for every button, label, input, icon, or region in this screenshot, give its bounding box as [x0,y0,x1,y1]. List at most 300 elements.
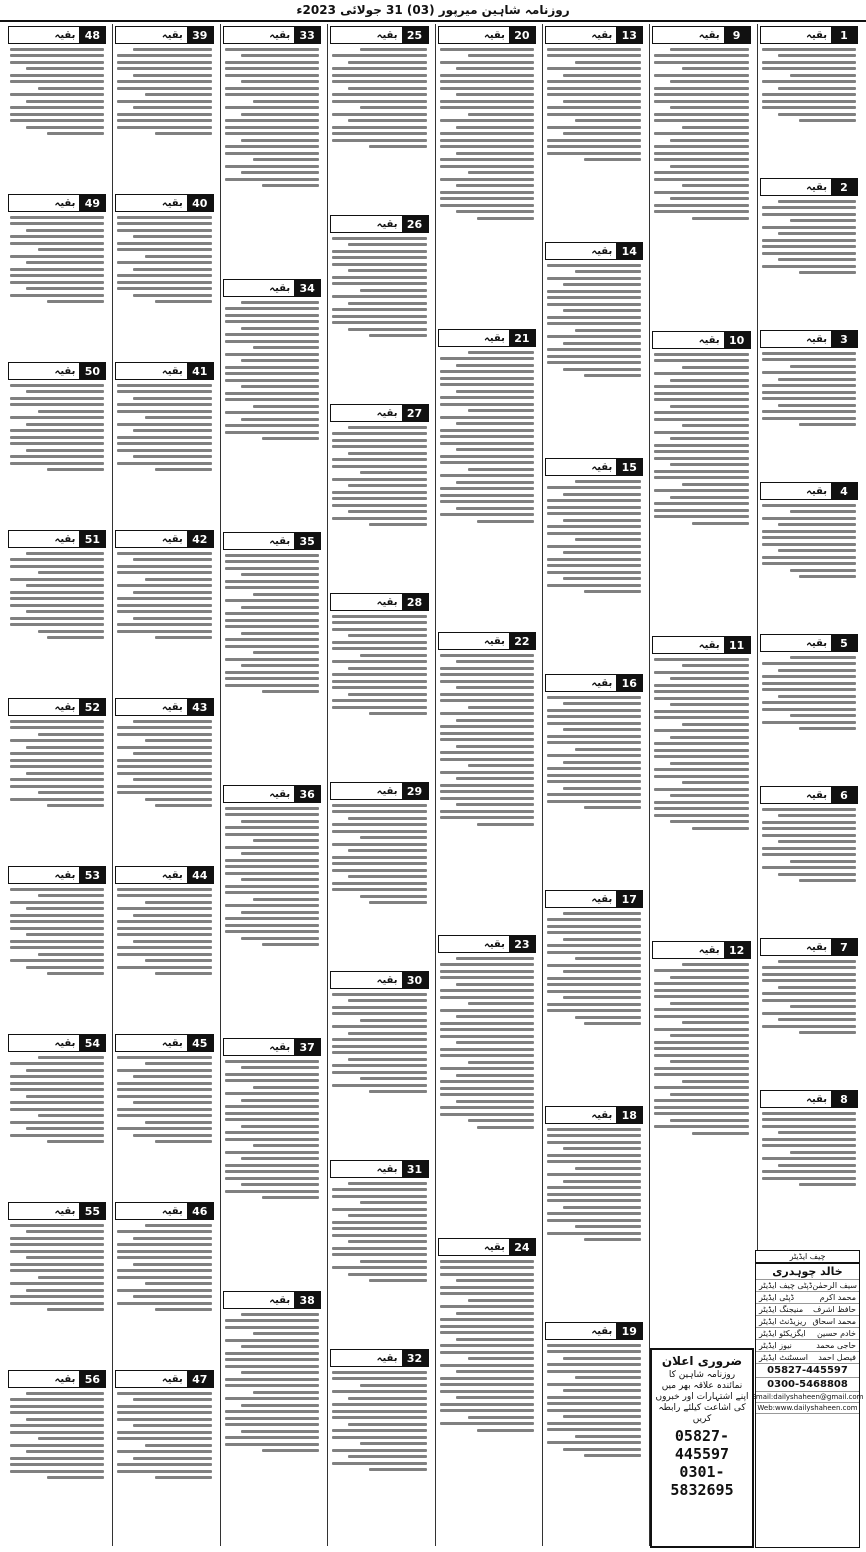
story-block [545,240,643,450]
story-text [115,720,213,808]
staff-name: حافظ اشرف [813,1305,856,1314]
story-label: بقیہ [483,332,505,344]
story-label: بقیہ [54,533,76,545]
staff-chief-label: چیف ایڈیٹر [789,1252,826,1261]
story-label: بقیہ [269,29,291,41]
story-number: 1 [831,27,857,43]
staff-name: محمد اکرم [819,1293,856,1302]
story-header [760,938,858,956]
story-number: 8 [831,1091,857,1107]
story-header [438,935,536,953]
story-label: بقیہ [591,893,613,905]
story-block [223,530,321,777]
story-label: بقیہ [376,974,398,986]
story-text [760,960,858,1035]
story-header [8,1202,106,1220]
story-text [330,993,428,1094]
story-label: بقیہ [54,1373,76,1385]
story-text [223,554,321,694]
story-block [330,1347,428,1530]
story-text [330,1182,428,1283]
story-header [223,532,321,550]
story-block [330,1158,428,1341]
story-number: 19 [616,1323,642,1339]
story-text [8,1056,106,1144]
story-number: 46 [187,1203,213,1219]
story-label: بقیہ [591,1325,613,1337]
story-label: بقیہ [806,485,827,497]
story-number: 37 [294,1039,320,1055]
story-header [438,1238,536,1256]
story-block [545,24,643,234]
story-header [652,331,750,349]
story-text [8,48,106,136]
story-number: 53 [79,867,105,883]
column-8 [6,24,108,1546]
story-number: 14 [616,243,642,259]
story-block [8,864,106,1026]
column-7 [112,24,215,1546]
story-text [545,696,643,810]
story-text [760,808,858,883]
story-number: 25 [402,27,428,43]
staff-email[interactable]: Email:dailyshaheen@gmail.com [751,1393,864,1401]
story-block [760,936,858,1082]
story-label: بقیہ [376,1163,398,1175]
story-text [330,426,428,527]
staff-phone-2: 0300-5468808 [767,1379,848,1390]
story-number: 42 [187,531,213,547]
story-label: بقیہ [806,1093,827,1105]
story-number: 20 [509,27,535,43]
story-header [545,1322,643,1340]
story-text [330,237,428,338]
story-label: بقیہ [483,938,505,950]
staff-role: ریزیڈنٹ ایڈیٹر [759,1317,807,1326]
story-text [8,1392,106,1480]
story-block [545,888,643,1098]
story-number: 31 [402,1161,428,1177]
story-block [330,780,428,963]
story-block [223,783,321,1030]
story-header [438,632,536,650]
story-header [115,530,213,548]
story-text [545,1128,643,1242]
story-text [8,552,106,640]
story-header [115,1202,213,1220]
staff-website[interactable]: Web:www.dailyshaheen.com [757,1404,858,1412]
story-number: 26 [402,216,428,232]
story-number: 30 [402,972,428,988]
story-text [438,1260,536,1432]
column-6 [220,24,323,1546]
story-number: 17 [616,891,642,907]
story-block [8,1200,106,1362]
story-label: بقیہ [376,596,398,608]
story-label: بقیہ [54,365,76,377]
story-block [223,24,321,271]
story-label: بقیہ [698,944,720,956]
story-label: بقیہ [806,333,827,345]
story-header [330,782,428,800]
story-block [330,24,428,207]
notice-title: ضروری اعلان [661,1354,743,1368]
story-number: 39 [187,27,213,43]
story-text [760,48,858,123]
story-text [438,351,536,523]
story-header [8,362,106,380]
story-number: 23 [509,936,535,952]
story-header [545,242,643,260]
story-label: بقیہ [269,1041,291,1053]
story-header [652,941,750,959]
story-header [223,26,321,44]
story-label: بقیہ [269,788,291,800]
story-header [223,785,321,803]
story-block [760,480,858,626]
story-header [330,215,428,233]
story-label: بقیہ [161,1037,183,1049]
story-header [760,482,858,500]
story-number: 45 [187,1035,213,1051]
story-number: 5 [831,635,857,651]
story-text [115,888,213,976]
story-text [652,658,750,830]
story-block [223,1289,321,1536]
story-label: بقیہ [591,29,613,41]
important-notice-box [650,1348,754,1548]
story-header [438,329,536,347]
story-header [330,1349,428,1367]
story-text [115,1056,213,1144]
story-text [652,48,750,220]
story-text [330,615,428,716]
story-header [438,26,536,44]
story-label: بقیہ [161,365,183,377]
story-block [545,1104,643,1314]
story-text [545,264,643,378]
story-label: بقیہ [269,282,291,294]
staff-name: فیصل احمد [818,1353,856,1362]
story-label: بقیہ [161,701,183,713]
story-block [438,24,536,321]
story-header [8,698,106,716]
story-label: بقیہ [806,637,827,649]
story-label: بقیہ [376,1352,398,1364]
story-block [115,1200,213,1362]
story-header [8,530,106,548]
story-text [760,352,858,427]
story-header [545,458,643,476]
column-5 [327,24,430,1546]
story-block [545,1320,643,1530]
story-label: بقیہ [591,1109,613,1121]
story-header [223,1291,321,1309]
staff-role: اسسٹنٹ ایڈیٹر [759,1353,808,1362]
story-header [8,1034,106,1052]
story-text [760,1112,858,1187]
story-text [652,963,750,1135]
story-number: 7 [831,939,857,955]
staff-role: منیجنگ ایڈیٹر [759,1305,804,1314]
story-label: بقیہ [591,461,613,473]
staff-name: حاجی محمد [816,1341,856,1350]
story-block [652,634,750,933]
story-header [760,634,858,652]
story-text [115,1224,213,1312]
story-header [330,404,428,422]
story-block [438,630,536,927]
story-label: بقیہ [54,29,76,41]
story-block [760,24,858,170]
story-text [223,48,321,188]
story-block [8,696,106,858]
column-3 [542,24,645,1546]
story-label: بقیہ [591,677,613,689]
story-text [8,720,106,808]
story-label: بقیہ [483,635,505,647]
story-header [330,1160,428,1178]
story-block [115,1368,213,1530]
story-number: 12 [724,942,750,958]
notice-text: روزنامہ شاہین کا نمائندہ علاقہ بھر میں اپنے اشتہارات اور خبروں کی اشاعت کیلئے رابطہ کریں [655,1370,749,1424]
story-label: بقیہ [376,785,398,797]
story-header [8,1370,106,1388]
story-number: 33 [294,27,320,43]
staff-row [756,1280,859,1292]
story-block [115,360,213,522]
staff-role: ڈپٹی ایڈیٹر [759,1293,795,1302]
story-header [760,786,858,804]
story-header [8,194,106,212]
story-number: 13 [616,27,642,43]
story-number: 18 [616,1107,642,1123]
story-label: بقیہ [269,535,291,547]
story-number: 40 [187,195,213,211]
story-number: 34 [294,280,320,296]
story-header [652,636,750,654]
story-text [760,504,858,579]
story-block [8,192,106,354]
story-number: 51 [79,531,105,547]
story-label: بقیہ [806,789,827,801]
story-number: 52 [79,699,105,715]
story-block [438,327,536,624]
story-header [115,26,213,44]
story-block [760,784,858,930]
story-number: 10 [724,332,750,348]
staff-name: محمد اسحاق [812,1317,856,1326]
story-number: 21 [509,330,535,346]
story-number: 9 [724,27,750,43]
story-number: 54 [79,1035,105,1051]
article-columns [6,24,860,1546]
story-label: بقیہ [698,334,720,346]
story-text [223,1313,321,1453]
story-text [8,888,106,976]
story-label: بقیہ [54,869,76,881]
story-block [8,528,106,690]
story-block [330,402,428,585]
story-label: بقیہ [269,1294,291,1306]
story-number: 15 [616,459,642,475]
story-text [8,384,106,472]
staff-row [756,1316,859,1328]
story-text [8,216,106,304]
story-number: 49 [79,195,105,211]
story-block [330,213,428,396]
story-block [438,1236,536,1533]
story-header [223,279,321,297]
staff-box [751,1250,864,1548]
story-header [545,26,643,44]
story-header [760,330,858,348]
column-4 [435,24,538,1546]
story-label: بقیہ [161,869,183,881]
story-block [8,360,106,522]
story-number: 27 [402,405,428,421]
story-number: 55 [79,1203,105,1219]
story-number: 43 [187,699,213,715]
story-block [223,277,321,524]
story-text [115,384,213,472]
story-block [760,632,858,778]
story-block [115,192,213,354]
story-block [115,864,213,1026]
story-header [760,1090,858,1108]
story-label: بقیہ [54,1205,76,1217]
story-text [545,1344,643,1458]
story-text [223,301,321,441]
notice-phone-1: 05827-445597 [674,1427,730,1463]
story-label: بقیہ [161,29,183,41]
story-header [760,26,858,44]
story-header [115,1034,213,1052]
story-block [545,672,643,882]
story-label: بقیہ [806,941,827,953]
story-block [8,1032,106,1194]
story-label: بقیہ [806,29,827,41]
story-label: بقیہ [376,218,398,230]
story-block [760,328,858,474]
story-text [223,807,321,947]
story-text [760,656,858,731]
story-text [438,654,536,826]
story-text [438,957,536,1129]
story-label: بقیہ [161,1205,183,1217]
staff-role: ایگزیکٹو ایڈیٹر [759,1329,806,1338]
staff-chief-name: خالد چوہدری [772,1265,843,1278]
story-label: بقیہ [161,197,183,209]
staff-row [756,1328,859,1340]
story-text [115,216,213,304]
story-number: 6 [831,787,857,803]
story-text [223,1060,321,1200]
column-2 [649,24,752,1546]
story-text [545,480,643,594]
story-number: 24 [509,1239,535,1255]
staff-row [756,1292,859,1304]
story-label: بقیہ [54,701,76,713]
story-text [652,353,750,525]
story-number: 3 [831,331,857,347]
story-text [115,552,213,640]
story-label: بقیہ [591,245,613,257]
story-number: 29 [402,783,428,799]
story-text [330,48,428,149]
story-number: 50 [79,363,105,379]
story-label: بقیہ [483,1241,505,1253]
story-number: 56 [79,1371,105,1387]
story-number: 2 [831,179,857,195]
story-header [115,362,213,380]
story-header [330,971,428,989]
story-block [223,1036,321,1283]
story-header [223,1038,321,1056]
story-block [760,176,858,322]
story-block [330,591,428,774]
story-block [545,456,643,666]
story-label: بقیہ [698,29,720,41]
story-block [115,696,213,858]
story-number: 28 [402,594,428,610]
story-header [115,866,213,884]
story-block [115,1032,213,1194]
story-number: 16 [616,675,642,691]
story-number: 36 [294,786,320,802]
story-text [115,48,213,136]
story-text [545,48,643,162]
notice-phone-2: 0301-5832695 [670,1463,734,1499]
story-number: 35 [294,533,320,549]
story-header [8,866,106,884]
story-text [545,912,643,1026]
story-number: 4 [831,483,857,499]
story-number: 11 [724,637,750,653]
story-label: بقیہ [54,1037,76,1049]
story-header [760,178,858,196]
story-block [760,1088,858,1234]
story-block [330,969,428,1152]
story-header [115,194,213,212]
story-text [115,1392,213,1480]
staff-phone-1: 05827-445597 [767,1365,848,1376]
story-header [545,674,643,692]
staff-role: ڈپٹی چیف ایڈیٹر [759,1281,813,1290]
story-number: 38 [294,1292,320,1308]
story-label: بقیہ [698,639,720,651]
story-label: بقیہ [54,197,76,209]
story-label: بقیہ [483,29,505,41]
story-block [652,329,750,628]
story-label: بقیہ [161,1373,183,1385]
story-block [438,933,536,1230]
story-number: 41 [187,363,213,379]
story-header [115,698,213,716]
story-number: 32 [402,1350,428,1366]
staff-row [756,1352,859,1364]
story-number: 47 [187,1371,213,1387]
story-header [652,26,750,44]
story-block [8,1368,106,1530]
story-number: 48 [79,27,105,43]
story-label: بقیہ [161,533,183,545]
story-header [115,1370,213,1388]
story-block [8,24,106,186]
story-text [330,804,428,905]
story-label: بقیہ [376,407,398,419]
story-text [760,200,858,275]
